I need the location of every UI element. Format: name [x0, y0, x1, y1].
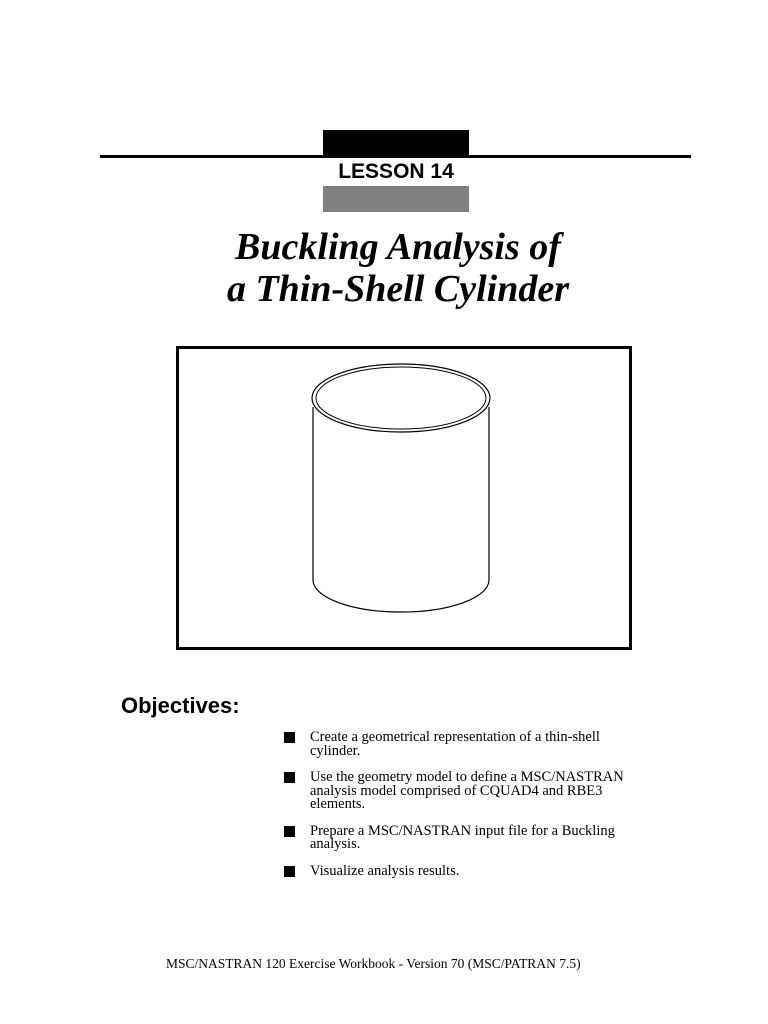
list-item	[282, 862, 682, 879]
square-bullet-icon	[284, 866, 295, 877]
list-item	[282, 822, 682, 852]
title-line-1: Buckling Analysis of	[235, 226, 561, 268]
objective-line: Use the geometry model to define a MSC/NASTRAN	[310, 769, 624, 785]
objective-line: Visualize analysis results.	[310, 862, 460, 879]
figure-frame	[176, 346, 632, 650]
objective-line: elements.	[310, 796, 366, 812]
page-footer: MSC/NASTRAN 120 Exercise Workbook - Version 70 (MSC/PATRAN 7.5)	[166, 956, 581, 971]
objectives-heading: Objectives:	[121, 693, 240, 718]
objective-line: Prepare a MSC/NASTRAN input file for a Buckling	[310, 822, 615, 839]
page-title	[100, 226, 696, 310]
objectives-list	[282, 731, 682, 891]
lesson-label: LESSON 14	[338, 160, 454, 183]
lesson-banner-top	[323, 130, 469, 157]
objective-line: analysis.	[310, 836, 361, 852]
objective-line: analysis model comprised of CQUAD4 and RBE3	[310, 782, 603, 799]
title-line-2: a Thin-Shell Cylinder	[226, 268, 570, 310]
square-bullet-icon	[284, 732, 295, 743]
square-bullet-icon	[284, 772, 295, 783]
list-item	[282, 771, 682, 812]
cylinder-icon	[179, 349, 629, 647]
list-item	[282, 731, 682, 758]
square-bullet-icon	[284, 826, 295, 837]
lesson-banner-bottom	[323, 186, 469, 212]
objective-line: Create a geometrical representation of a thin-shell	[310, 729, 600, 745]
objective-line: cylinder.	[310, 742, 361, 759]
